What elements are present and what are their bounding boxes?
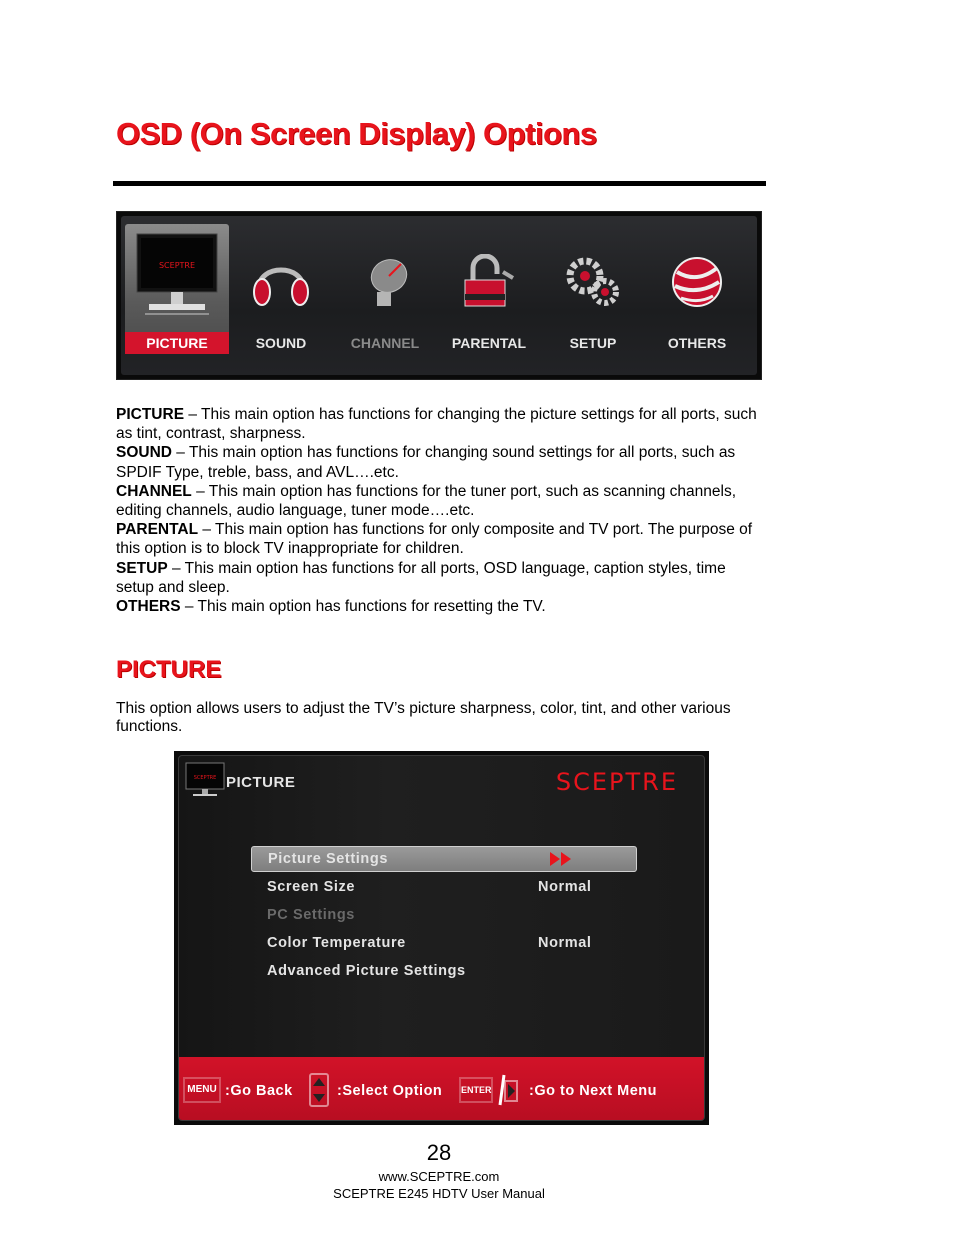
osd-icon-brand: SCEPTRE	[193, 775, 217, 781]
padlock-icon	[459, 254, 519, 310]
menu-key-icon: MENU	[183, 1077, 221, 1103]
enter-key-icon: ENTER	[459, 1077, 493, 1103]
picture-osd-screenshot	[174, 751, 709, 1125]
menu-tile-picture[interactable]	[125, 224, 229, 354]
tv-monitor-icon	[185, 762, 225, 798]
footer-manual-title: SCEPTRE E245 HDTV User Manual	[333, 1186, 545, 1201]
osd-main-menu-screenshot	[116, 211, 762, 380]
menu-tile-sound[interactable]	[229, 224, 333, 354]
page-title: OSD (On Screen Display) Options	[116, 116, 597, 151]
option-value: Normal	[538, 935, 592, 951]
hint-select-option: :Select Option	[337, 1083, 443, 1099]
page-number: 28	[426, 1140, 452, 1165]
menu-label-channel: CHANNEL	[350, 335, 420, 351]
osd-key-hints	[179, 1057, 704, 1120]
title-divider	[113, 181, 766, 186]
menu-tile-parental[interactable]	[437, 224, 541, 354]
option-name: Color Temperature	[267, 935, 406, 951]
osd-brand-logo: SCEPTRE	[555, 768, 678, 796]
option-name: Screen Size	[267, 879, 356, 895]
menu-tile-setup[interactable]	[541, 224, 645, 354]
menu-tile-channel[interactable]	[333, 224, 437, 354]
description-setup: SETUP – This main option has functions for all ports, OSD language, caption styles, time setup and sleep.	[116, 559, 726, 596]
up-down-arrow-icon	[309, 1073, 329, 1107]
menu-label-parental: PARENTAL	[451, 335, 527, 351]
menu-label-picture: PICTURE	[125, 332, 229, 354]
section-heading: PICTURE	[116, 656, 222, 683]
page-footer	[0, 1168, 878, 1202]
tv-monitor-icon	[135, 232, 219, 318]
satellite-dish-icon	[355, 254, 415, 310]
osd-title: PICTURE	[226, 774, 296, 791]
description-channel: CHANNEL – This main option has functions for the tuner port, such as scanning channels, editing channels, audio language, tuner mode….etc.	[116, 482, 737, 520]
double-arrow-right-icon	[550, 852, 574, 866]
description-parental: PARENTAL – This main option has functions for only composite and TV port. The purpose of this option is to block TV inappropriate for children.	[116, 521, 753, 558]
description-sound: SOUND – This main option has functions for changing sound settings for all ports, such as SPDIF Type, treble, bass, and AVL….etc.	[116, 444, 736, 481]
menu-label-sound: SOUND	[255, 335, 307, 351]
description-picture: PICTURE – This main option has functions for changing the picture settings for all ports, such as tint, contrast, sharpness.	[116, 406, 757, 443]
hint-go-next-menu: :Go to Next Menu	[529, 1083, 658, 1099]
option-screen-size[interactable]	[251, 874, 637, 900]
option-color-temperature[interactable]	[251, 930, 637, 956]
option-pc-settings	[251, 902, 637, 928]
hint-go-back: :Go Back	[225, 1083, 293, 1099]
menu-label-setup: SETUP	[569, 335, 617, 351]
section-intro: This option allows users to adjust the TV’s picture sharpness, color, tint, and other various functions.	[116, 700, 731, 735]
menu-label-others: OTHERS	[667, 335, 727, 351]
option-value: Normal	[538, 879, 592, 895]
option-descriptions	[116, 405, 766, 616]
option-name: Advanced Picture Settings	[267, 963, 466, 979]
footer-url: www.SCEPTRE.com	[378, 1169, 500, 1184]
headphones-icon	[251, 254, 311, 310]
option-name: PC Settings	[267, 907, 355, 923]
option-advanced-picture-settings[interactable]	[251, 958, 637, 984]
option-name: Picture Settings	[268, 851, 388, 867]
description-others: OTHERS – This main option has functions for resetting the TV.	[116, 598, 546, 616]
gears-icon	[563, 254, 623, 310]
slash-right-arrow-icon	[493, 1073, 519, 1107]
striped-ball-icon	[667, 254, 727, 310]
option-picture-settings[interactable]	[251, 846, 637, 872]
screen-brand-text: SCEPTRE	[158, 261, 196, 270]
menu-tile-others[interactable]	[645, 224, 749, 354]
